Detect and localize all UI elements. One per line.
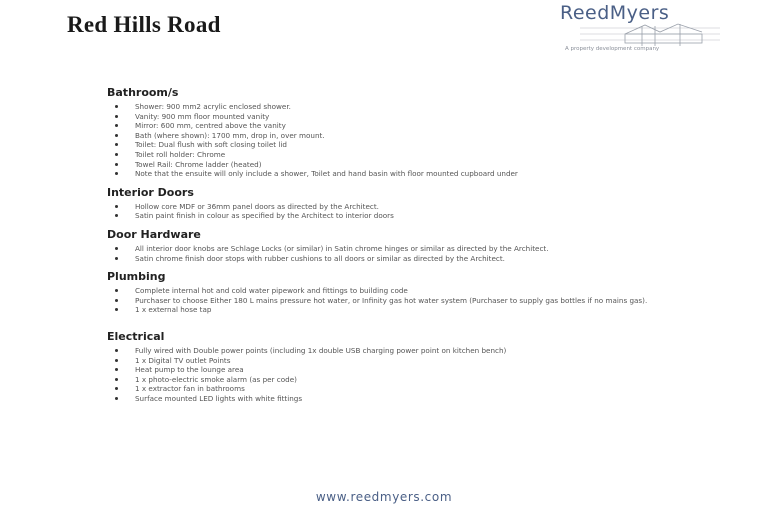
list-item: Complete internal hot and cold water pipework and fittings to building code [107,286,687,296]
company-logo [560,2,740,57]
section-heading: Interior Doors [107,185,194,199]
section-heading: Door Hardware [107,227,201,241]
bullet-icon [115,247,118,250]
bullet-icon [115,349,118,352]
list-item: Toilet roll holder: Chrome [107,150,687,160]
bullet-icon [115,397,118,400]
section-interior-doors [107,186,687,221]
bullet-icon [115,153,118,156]
bullet-icon [115,205,118,208]
section-heading: Plumbing [107,270,166,284]
list-item: Note that the ensuite will only include a shower, Toilet and hand basin with floor mounted cupboard under [107,169,687,179]
section-electrical [107,330,687,404]
section-heading: Electrical [107,329,165,343]
list-item: Heat pump to the lounge area [107,365,687,375]
list-item: Surface mounted LED lights with white fittings [107,394,687,404]
bullet-icon [115,289,118,292]
bullet-icon [115,359,118,362]
bullet-icon [115,124,118,127]
list-item: 1 x extractor fan in bathrooms [107,384,687,394]
bullet-icon [115,163,118,166]
specification-list [107,86,687,410]
bullet-icon [115,105,118,108]
list-item: All interior door knobs are Schlage Locks (or similar) in Satin chrome hinges or similar as directed by the Architect. [107,244,687,254]
logo-tagline: A property development company [565,46,660,52]
list-item: Shower: 900 mm2 acrylic enclosed shower. [107,102,687,112]
section-bathrooms [107,86,687,179]
list-item: 1 x Digital TV outlet Points [107,356,687,366]
list-item: Towel Rail: Chrome ladder (heated) [107,160,687,170]
logo-name: ReedMyers [560,2,670,24]
list-item: Hollow core MDF or 36mm panel doors as directed by the Architect. [107,202,687,212]
bullet-icon [115,368,118,371]
bullet-icon [115,387,118,390]
section-heading: Bathroom/s [107,86,179,99]
bullet-icon [115,134,118,137]
list-item: Satin paint finish in colour as specified by the Architect to interior doors [107,211,687,221]
bullet-icon [115,308,118,311]
bullet-icon [115,214,118,217]
bullet-icon [115,143,118,146]
list-item: 1 x photo-electric smoke alarm (as per code) [107,375,687,385]
section-door-hardware [107,228,687,263]
list-item: Purchaser to choose Either 180 L mains pressure hot water, or Infinity gas hot water system (Purchaser to supply gas bottles if no mains gas). [107,296,687,306]
document-title: Red Hills Road [67,12,221,37]
section-plumbing [107,270,687,315]
bullet-icon [115,299,118,302]
footer-website-link[interactable]: www.reedmyers.com [315,490,453,504]
house-outline-icon [560,22,740,46]
list-item: Satin chrome finish door stops with rubber cushions to all doors or similar as directed by the Architect. [107,254,687,264]
list-item: 1 x external hose tap [107,305,687,315]
list-item: Vanity: 900 mm floor mounted vanity [107,112,687,122]
list-item: Mirror: 600 mm, centred above the vanity [107,121,687,131]
bullet-icon [115,172,118,175]
list-item: Bath (where shown): 1700 mm, drop in, over mount. [107,131,687,141]
bullet-icon [115,378,118,381]
bullet-icon [115,257,118,260]
bullet-icon [115,115,118,118]
list-item: Toilet: Dual flush with soft closing toilet lid [107,140,687,150]
list-item: Fully wired with Double power points (including 1x double USB charging power point on kitchen bench) [107,346,687,356]
